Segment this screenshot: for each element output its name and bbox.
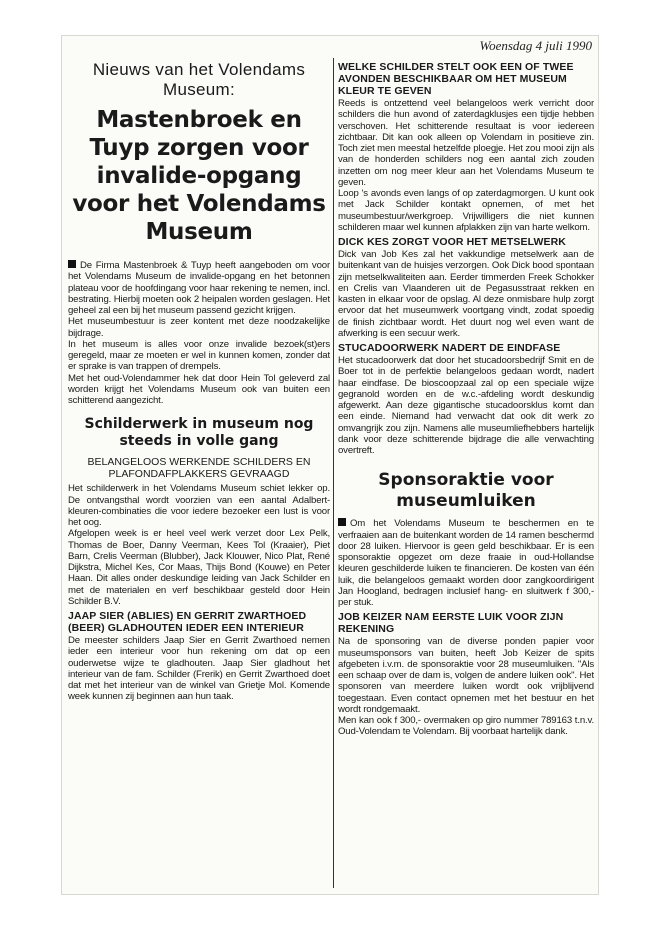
square-bullet-icon [338, 518, 346, 526]
section-heading-job-keizer: JOB KEIZER NAM EERSTE LUIK VOOR ZIJN REKENING [338, 611, 564, 636]
newspaper-clipping [62, 36, 598, 894]
publication-date: Woensdag 4 juli 1990 [479, 38, 592, 53]
article-paragraph: Het schilderwerk in het Volendams Museum schiet lekker op. De ontvangsthal wordt voorzien van een aantal Adalbert-kleuren-combinaties die voor iedere bezoeker een lust is voor het oog. [68, 483, 330, 528]
section-heading-welke-schilder: WELKE SCHILDER STELT OOK EEN OF TWEE AVONDEN BESCHIKBAAR OM HET MUSEUM KLEUR TE GEVEN [338, 61, 574, 97]
column-divider [333, 58, 334, 888]
section-heading-gladhouten: JAAP SIER (ABLIES) EN GERRIT ZWARTHOED (BEER) GLADHOUTEN IEDER EEN INTERIEUR [68, 610, 307, 634]
square-bullet-icon [68, 260, 76, 268]
left-column [68, 58, 330, 892]
article-paragraph: Loop 's avonds even langs of op zaterdagmorgen. U kunt ook met Jack Schilder kontakt opnemen, of met het museumbestuur/werkgroep. Vrijwilligers die niet kunnen schilderen maar wel kunnen afplakken zijn van harte welkom. [338, 188, 594, 233]
main-headline: Mastenbroek en Tuyp zorgen voor invalide-opgang voor het Volendams Museum [72, 107, 326, 245]
right-column [338, 58, 594, 892]
section-heading-stucadoorwerk: STUCADOORWERK NADERT DE EINDFASE [338, 342, 561, 354]
kicker-line: Nieuws van het Volendams Museum: [92, 60, 306, 99]
section-subheading: BELANGELOOS WERKENDE SCHILDERS EN PLAFONDAFPLAKKERS GEVRAAGD [87, 456, 311, 481]
intro-article [68, 260, 330, 406]
article-paragraph: Het stucadoorwerk dat door het stucadoorsbedrijf Smit en de Boer tot in de perfektie belangeloos gedaan wordt, nadert haar eindfase. De bioscoopzaal zal op een speciale wijze gegranold worden en de w.c.-afdeling wordt deskundig afgewerkt. Aan deze gigantische stucadoorsklus komt dan een einde. Niemand had verwacht dat ook dit werk zo omvangrijk zou zijn. Namens alle museumliefhebbers hartelijk dank voor deze schitterende bijdrage die alle verwachting overtreft. [338, 355, 594, 456]
intro-paragraph: Met het oud-Volendammer hek dat door Hein Tol geleverd zal worden krijgt het Volendams Museum ook van buiten een schitterend aangezicht. [68, 372, 330, 406]
article-paragraph: Dick van Job Kes zal het vakkundige metselwerk aan de buitenkant van de huisjes verzorgen. Ook Dick bood spontaan zijn metselkwaliteiten aan. Eerder timmerden Freek Schokker en Crelis van Vlaanderen uit de Pegasusstraat rekken en kasten in elkaar voor de opslag. Al deze onmisbare hulp zorgt ervoor dat het museumwerk voortgang vindt, zodat spoedig de finish zichtbaar wordt. Het duurt nog wel even want de afwerking is een secuur werk. [338, 249, 594, 339]
article-paragraph: De meester schilders Jaap Sier en Gerrit Zwarthoed nemen ieder een interieur voor hun rekening om dat op een ouderwetse wijze te gladhouten. Jaap Sier gladhout het interieur van de fam. Schilder (Frerik) en Gerrit Zwarthoed doet dat met het interieur van de winkel van Grietje Mol. Komende week kunnen zij beginnen aan hun taak. [68, 635, 330, 703]
section-heading-schilderwerk: Schilderwerk in museum nog steeds in volle gang [84, 416, 314, 450]
intro-paragraph: De Firma Mastenbroek & Tuyp heeft aangeboden om voor het Volendams Museum de invalide-opgang en het betonnen plateau voor de hoofdingang voor haar rekening te nemen, incl. bestrating. Hierbij moeten ook 2 heipalen worden geslagen. Het geheel zal een bij het museum passend gezicht krijgen. [68, 260, 330, 316]
article-paragraph: Om het Volendams Museum te beschermen en te verfraaien aan de buitenkant worden de 14 ramen beschermd door 28 luiken. Hiervoor is geen geld beschikbaar. Er is een sponsoraktie opgezet om deze fraaie in oud-Hollandse kleuren geschilderde luiken te financieren. De kosten van één luik, die belangeloos gemaakt worden door zangkoordirigent Jan Hoogland, bedragen inclusief hang- en sluitwerk f 300,- per stuk. [338, 518, 594, 608]
intro-paragraph: In het museum is alles voor onze invalide bezoek(st)ers geregeld, maar ze moeten er wel in kunnen komen, zonder dat er sprake is van trappen of drempels. [68, 338, 330, 373]
section-heading-sponsoraktie: Sponsoraktie voor museumluiken [378, 470, 554, 512]
article-paragraph: Afgelopen week is er heel veel werk verzet door Lex Pelk, Thomas de Boer, Danny Veerman, Kees Tol (Kraaier), Piet Barn, Crelis Veerman (Blubber), Jack Klouwer, Nico Plat, René Dijkstra, Michel Kes, Cor Maas, Thijs Bond (Kouwe) en Peter Haan. Dit alles onder deskundige leiding van Jack Schilder en met de materialen en verf beschikbaar gesteld door Hein Schilder B.V. [68, 528, 330, 607]
article-paragraph: Na de sponsoring van de diverse ponden papier voor museumsponsors van buiten, heeft Job Keizer de spits afgebeten i.v.m. de sponsoraktie voor 28 museumluiken. "Als een schaap over de dam is, volgen de andere luiken ook". Het sponsoren van meerdere luiken wordt ook vrijblijvend toegestaan. Even contact opnemen met het bestuur en het wordt rondgemaakt. [338, 636, 594, 715]
article-paragraph: Reeds is ontzettend veel belangeloos werk verricht door schilders die hun avond of zaterdagklusjes een tijdje hebben verschoven. Het schitterende resultaat is voor iedereen zichtbaar. Dit kan ook alleen op Volendam in positieve zin. Toch ziet men meestal hetzelfde ploegje. Het zou mooi zijn als van de honderden schilders nog een aantal zich zouden inzetten om nog meer kleur aan het Volendams Museum te geven. [338, 98, 594, 188]
intro-paragraph: Het museumbestuur is zeer kontent met deze noodzakelijke bijdrage. [68, 316, 330, 339]
section-heading-metselwerk: DICK KES ZORGT VOOR HET METSELWERK [338, 236, 566, 248]
article-paragraph: Men kan ook f 300,- overmaken op giro nummer 789163 t.n.v. Oud-Volendam te Volendam. Bij voorbaat hartelijk dank. [338, 715, 594, 738]
